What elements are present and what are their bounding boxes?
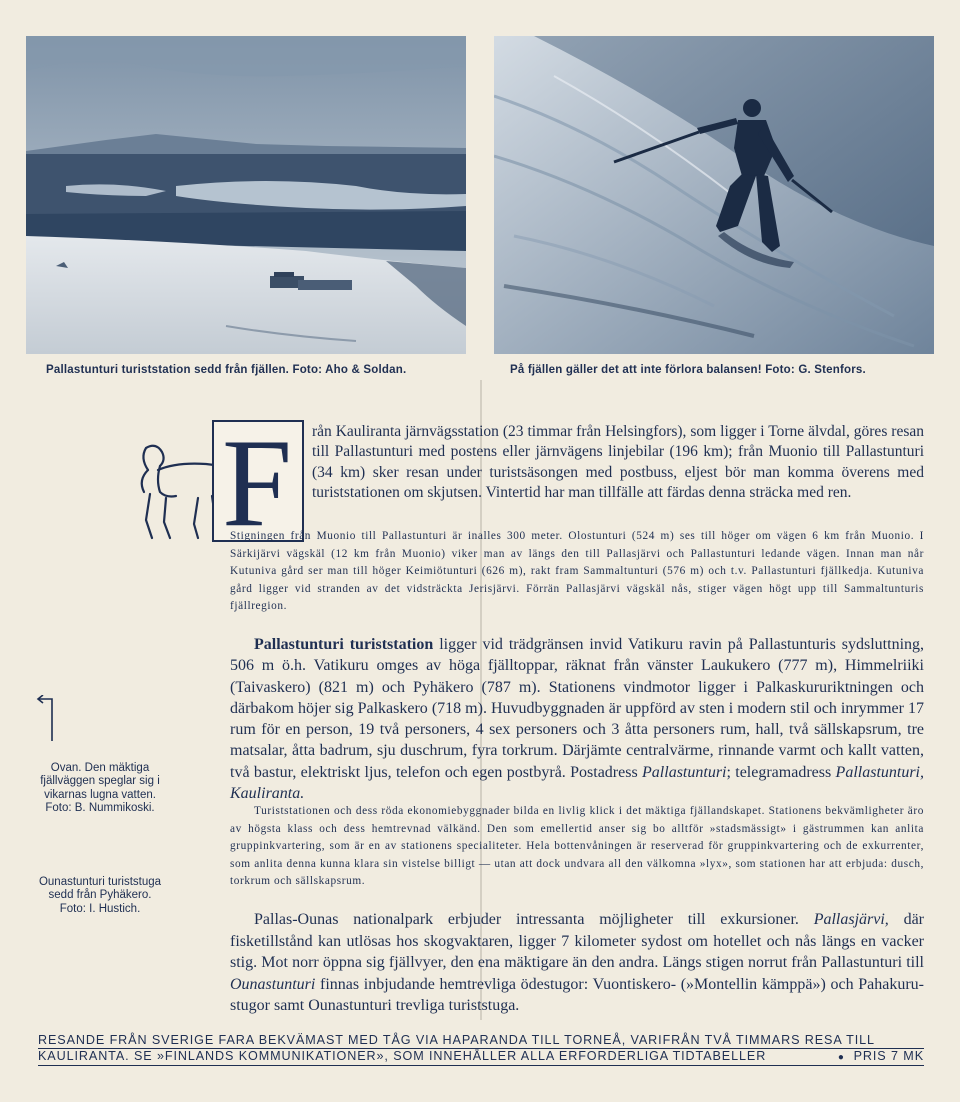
side-caption-2: Ounastunturi turiststuga sedd från Pyhäkero. Foto: I. Hustich. — [38, 876, 162, 915]
body-1-mid: ; telegramadress — [726, 763, 836, 781]
body-2-a: Pallas-Ounas nationalpark erbjuder intressanta möjligheter till exkursioner. — [254, 911, 814, 928]
postal-address: Pallastunturi — [642, 763, 727, 781]
photo-tourist-station — [26, 36, 466, 354]
telegram-address: Pallastunturi, Kauliranta. — [230, 763, 924, 803]
small-paragraph-2: Turiststationen och dess röda ekonomiebyggnader bilda en livlig klick i det mäktiga fjällandskapet. Stationens bekvämligheter äro av högsta klass och dess hemtrevnad välkänd. Den som emellertid anser sig bo alltför »stadsmässigt» i gästrummen kan anlita gruppinkvartering, som är en av stationens specialiteter. Hela bottenvåningen är reserverad för gruppinkvartering och de exkurrenter, som anlita denna kunna klara sin vistelse billigt — utan att dock undvara all den välkomna »lyx», som stationen har att erbjuda: dusch, torkrum och sällskapsrum. — [230, 805, 924, 888]
footer-line-1: RESANDE FRÅN SVERIGE FARA BEKVÄMAST MED TÅG VIA HAPARANDA TILL TORNEÅ, VARIFRÅN TVÅ TIMMARS RESA TILL — [38, 1033, 924, 1049]
caption-right-photo: På fjällen gäller det att inte förlora balansen! Foto: G. Stenfors. — [510, 364, 866, 376]
body-1-text: ligger vid trädgränsen invid Vatikuru ravin på Pallastunturis sydsluttning, 506 m ö.h. Vatikuru omges av höga fjälltoppar, räknat från vänster Laukukero (777 m), Himmelriiki (Taivaskero) (821 m) och Pyhäkero (787 m). Stationens vindmotor ligger i Palkaskururiktningen och därbakom höjer sig Palkaskero (718 m). Huvudbyggnaden är uppförd av sten i modern stil och inrymmer 17 rum för en person, 19 två personers, 4 sex personers och 3 åtta personers rum, hall, två sällskapsrum, tre matsalar, åtta badrum, sju duschrum, fyra torkrum. Därjämte centralvärme, rinnande varmt och kallt vatten, två bastur, elektriskt ljus, telefon och egen postbyrå. Postadress — [230, 636, 925, 781]
lead-paragraph — [312, 422, 924, 503]
body-paragraph-1 — [230, 634, 924, 804]
footer-notice — [38, 1033, 924, 1066]
bullet-icon: ● — [837, 1052, 845, 1063]
place-pallasjarvi: Pallasjärvi, — [813, 911, 889, 928]
lead-text: rån Kauliranta järnvägsstation (23 timmar från Helsingfors), som ligger i Torne älvdal, göres resan till Pallastunturi med postens eller järnvägens linjebilar (196 km); från Muonio till Pallastunturi (34 km) sker resan under turistsäsongen med postbuss, eljest bör man komma överens med turiststationen om skjutsen. Vintertid har man tillfälle att färdas denna sträcka med ren. — [312, 423, 924, 501]
photo-skier — [494, 36, 934, 354]
drop-cap: F — [212, 420, 304, 542]
footer-price: PRIS 7 MK — [853, 1049, 924, 1063]
body-2-c: finnas inbjudande hemtrevliga ödestugor: Vuontiskero- (»Montellin kämppä») och Pahakuru-stugor samt Ounastunturi trevliga turiststuga. — [230, 975, 924, 1015]
place-ounastunturi: Ounastunturi — [230, 975, 316, 993]
arrow-up-left-icon — [36, 695, 56, 743]
body-2-b: där fisketillstånd kan utlösas hos skogvaktaren, ligger 7 kilometer sydost om hotellet och nås längs en vacker stig. Mot norr öppna sig fjällvyer, den ena mäktigare än den andra. Längs stigen norrut från Pallastunturi till — [230, 911, 924, 972]
caption-left-photo: Pallastunturi turiststation sedd från fjällen. Foto: Aho & Soldan. — [46, 364, 407, 376]
footer-line-2 — [38, 1049, 924, 1066]
side-caption-1: Ovan. Den mäktiga fjällväggen speglar sig i vikarnas lugna vatten. Foto: B. Nummikoski. — [40, 762, 160, 815]
body-paragraph-2 — [230, 909, 924, 1017]
footer-line-2-text: KAULIRANTA. SE »FINLANDS KOMMUNIKATIONER», SOM INNEHÅLLER ALLA ERFORDERLIGA TIDTABELLER — [38, 1049, 767, 1063]
footer-price-group — [838, 1049, 924, 1065]
small-paragraph-1: Stigningen från Muonio till Pallastunturi är inalles 300 meter. Olostunturi (524 m) ses till höger om vägen 6 km från Muonio. I Särkijärvi vägskäl (12 km från Muonio) viker man av längs den till Pallasjärvi och Pallastunturi ledande vägen. Innan man når Kutuniva gård ser man till höger Keimiötunturi (626 m), rakt fram Sammaltunturi (576 m) och t.v. Pallastunturi fjällkedja. Kutuniva gård ligger vid stranden av det vidsträckta Jerisjärvi. Förrän Pallasjärvi vägskäl nås, stiger vägen högt upp till Sammaltunturis fjällregion. — [230, 530, 924, 613]
station-name: Pallastunturi turiststation — [254, 636, 434, 653]
